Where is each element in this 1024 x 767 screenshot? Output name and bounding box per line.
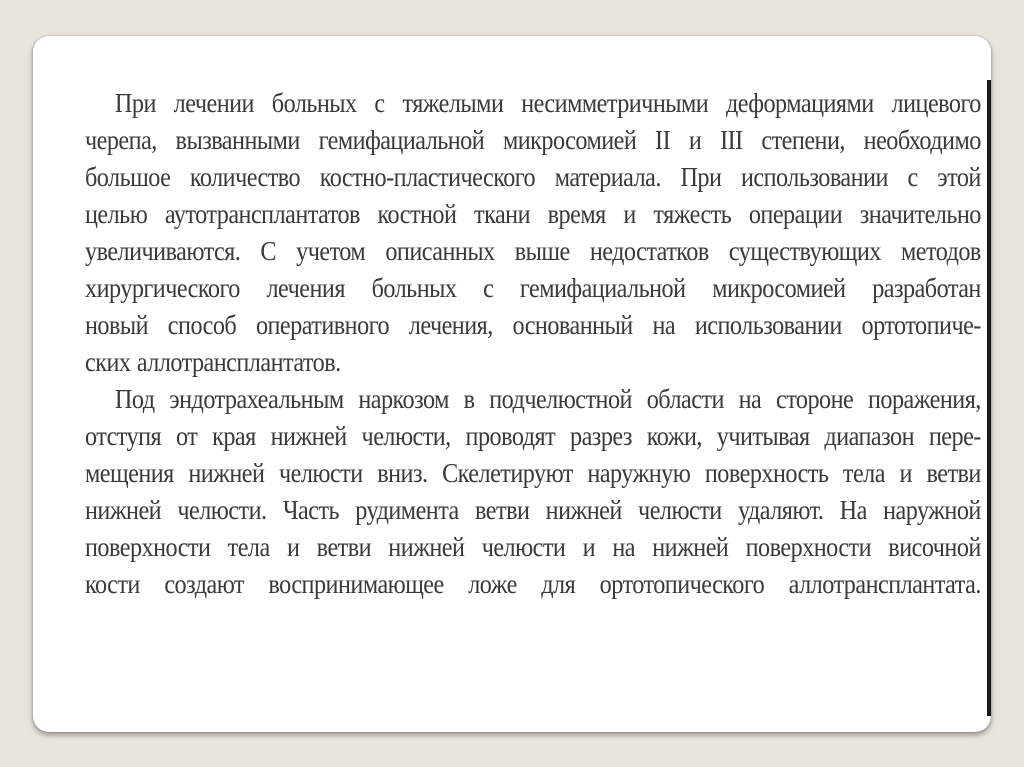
text-line: поверхности тела и ветви нижней челюсти и на нижней поверхности височной [85,531,981,562]
text-line: увеличиваются. С учетом описанных выше недостатков существующих методов [85,235,981,266]
text-line: целью аутотрансплантатов костной ткани время и тяжесть операции значительно [85,198,981,229]
text-line: большое количество костно-пластического материала. При использовании с этой [85,161,981,192]
paragraph-1 [85,84,981,380]
slide-card [33,36,991,732]
text-line: хирургического лечения больных с гемифациальной микросомией разработан [85,272,981,303]
text-line: отступя от края нижней челюсти, проводят разрез кожи, учитывая диапазон пере- [85,420,981,451]
text-line: черепа, вызванными гемифациальной микросомией II и III степени, необходимо [85,124,981,155]
document-text [85,84,981,602]
slide-edge-shadow [987,80,991,716]
paragraph-2 [85,380,981,602]
text-line: ских аллотрансплантатов. [85,346,341,377]
text-line: При лечении больных с тяжелыми несимметричными деформациями лицевого [114,87,981,118]
text-line: нижней челюсти. Часть рудимента ветви нижней челюсти удаляют. На наружной [85,494,981,525]
text-line: кости создают воспринимающее ложе для ортотопического аллотрансплантата. [85,568,981,599]
text-line: новый способ оперативного лечения, основанный на использовании ортотопиче- [85,309,981,340]
text-line: мещения нижней челюсти вниз. Скелетируют наружную поверхность тела и ветви [85,457,981,488]
text-line: Под эндотрахеальным наркозом в подчелюстной области на стороне поражения, [114,383,981,414]
